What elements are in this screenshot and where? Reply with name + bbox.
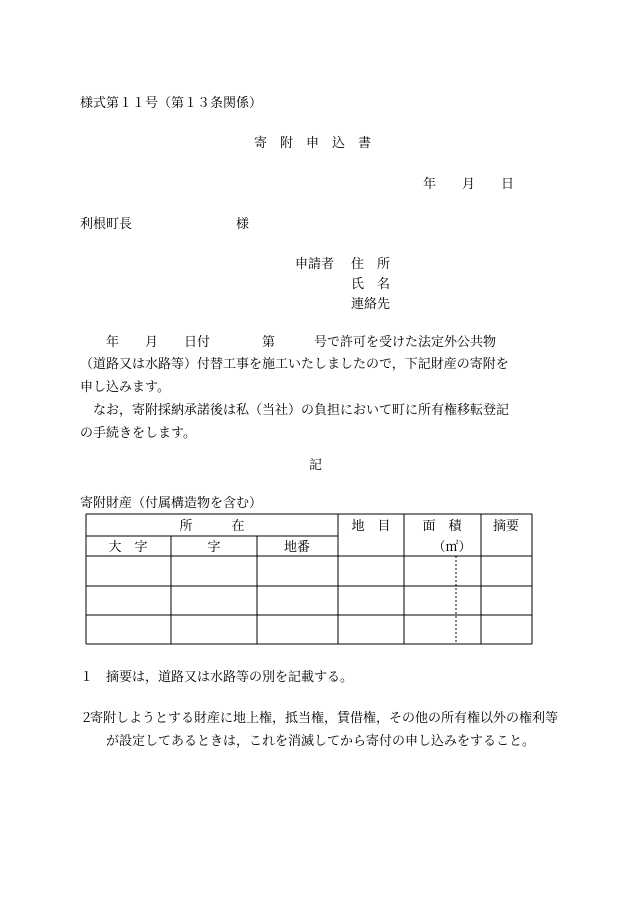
note-2-number: ２ <box>80 711 94 726</box>
ki-heading: 記 <box>309 458 323 473</box>
addressee-honorific: 様 <box>236 217 250 232</box>
body-line-4: なお，寄附採納承諾後は私（当社）の負担において町に所有権移転登記 <box>80 403 510 418</box>
body-line-2: （道路又は水路等）付替工事を施工いたしましたので，下記財産の寄附を <box>80 357 509 372</box>
note-1-text: 摘要は，道路又は水路等の別を記載する。 <box>106 670 354 685</box>
header-oaza: 大 字 <box>108 540 148 555</box>
table-caption: 寄附財産（付属構造物を含む） <box>80 496 263 511</box>
body-line-5: の手続きをします。 <box>80 426 196 441</box>
addressee-name: 利根町長 <box>80 217 133 232</box>
note-2 <box>80 707 560 753</box>
note-1 <box>80 666 560 689</box>
header-location: 所 在 <box>179 519 245 534</box>
header-menseki: 面 積 <box>422 519 462 534</box>
body-line-1: 年 月 日付 第 号で許可を受けた法定外公共物 <box>106 335 497 350</box>
header-chiban: 地番 <box>283 540 311 555</box>
header-menseki-unit: （㎡） <box>432 540 472 555</box>
note-1-number: １ <box>80 670 94 685</box>
form-number: 様式第１１号（第１３条関係） <box>80 96 263 111</box>
date-line: 年 月 日 <box>423 177 515 192</box>
header-chimoku: 地 目 <box>351 519 391 534</box>
table-grid <box>86 514 532 644</box>
body-line-3: 申し込みます。 <box>80 380 170 395</box>
applicant-address-label: 住 所 <box>351 257 391 272</box>
document-title: 寄 附 申 込 書 <box>254 136 372 151</box>
note-2-text: 寄附しようとする財産に地上権，抵当権，賃借権，その他の所有権以外の権利等が設定してあるときは，これを消滅してから寄付の申し込みをすること。 <box>90 711 559 749</box>
applicant-name-label: 氏 名 <box>351 277 391 292</box>
header-aza: 字 <box>207 540 221 555</box>
applicant-contact-label: 連絡先 <box>351 297 391 312</box>
header-tekiyo: 摘要 <box>492 519 520 534</box>
applicant-label: 申請者 <box>295 257 335 272</box>
